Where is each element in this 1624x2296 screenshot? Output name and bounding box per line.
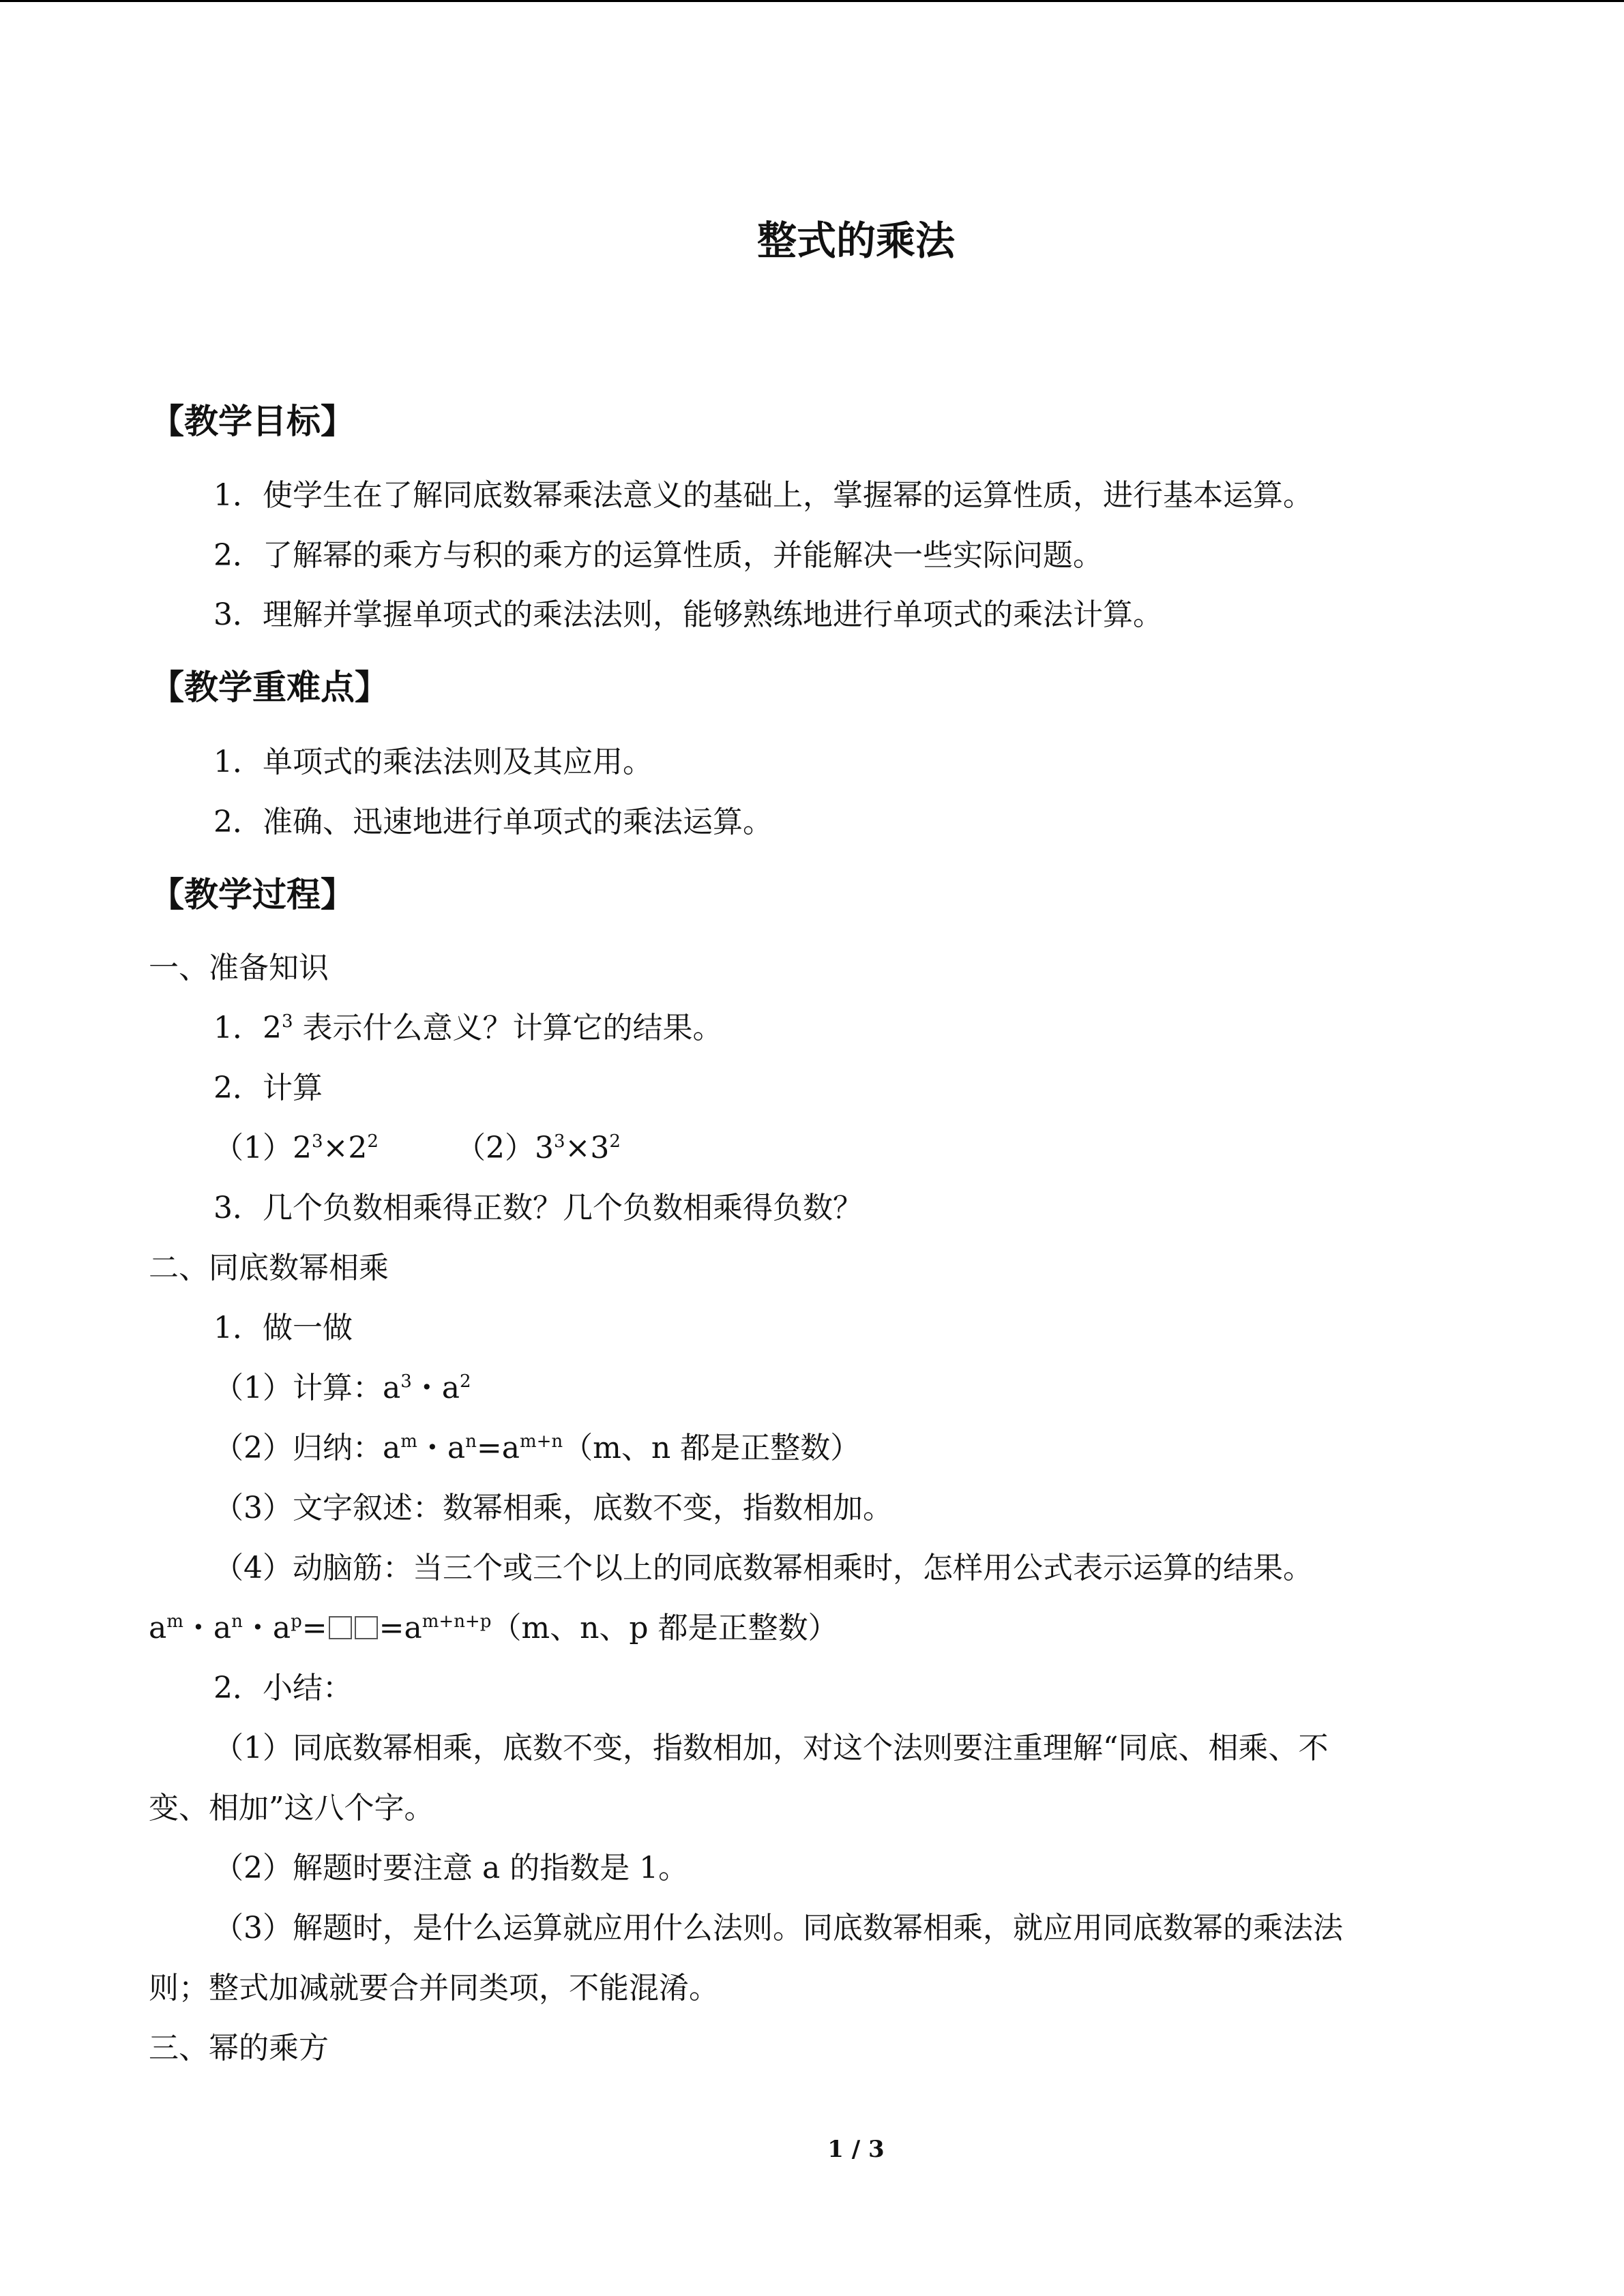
part1-q1: 1．$2^3$ 表示什么意义？计算它的结果。	[213, 1011, 723, 1045]
part2-s1-4: （4）动脑筋：当三个或三个以上的同底数幂相乘时，怎样用公式表示运算的结果。	[213, 1551, 1313, 1585]
part2-formula: $a^m$・$a^n$・$a^p= =a^{m+n+p}(m$、n、p 都是正整数）	[149, 1611, 838, 1645]
part1-calc-2: $(2)3^3\times 3^2$	[456, 1131, 621, 1165]
part1-calc-1: $(1)2^3\times 2^2$	[213, 1131, 379, 1165]
part1-q3: 3．几个负数相乘得正数？几个负数相乘得负数？	[213, 1191, 863, 1225]
blank-box	[355, 1616, 378, 1639]
objective-2: 2．了解幂的乘方与积的乘方的运算性质，并能解决一些实际问题。	[213, 538, 1103, 573]
part3-title: 三、幂的乘方	[149, 2031, 329, 2066]
objective-1: 1．使学生在了解同底数幂乘法意义的基础上，掌握幂的运算性质，进行基本运算。	[213, 478, 1313, 513]
objective-3: 3．理解并掌握单项式的乘法法则，能够熟练地进行单项式的乘法计算。	[213, 597, 1163, 632]
part2-title: 二、同底数幂相乘	[149, 1251, 389, 1285]
part2-s2-1-line2: 变、相加”这八个字。	[149, 1791, 434, 1825]
heading-key-points: 【教学重难点】	[150, 668, 389, 707]
part2-s1-3: （3）文字叙述：数幂相乘，底数不变，指数相加。	[213, 1491, 893, 1525]
document-title: 整式的乘法	[756, 218, 955, 264]
heading-process: 【教学过程】	[150, 875, 355, 914]
part2-s2-3-line2: 则；整式加减就要合并同类项，不能混淆。	[149, 1971, 719, 2006]
blank-box	[329, 1616, 352, 1639]
part1-title: 一、准备知识	[149, 951, 329, 985]
key-point-2: 2．准确、迅速地进行单项式的乘法运算。	[213, 805, 773, 839]
key-point-1: 1．单项式的乘法法则及其应用。	[213, 745, 653, 779]
part1-q2: 2．计算	[213, 1071, 323, 1105]
part2-s1-1: （1）计算：$a^3$・$a^2$	[213, 1371, 471, 1405]
part2-s1-2: （2）归纳：$a^m$・$a^n=a^{m+n}(m$、n 都是正整数）	[213, 1431, 861, 1465]
part2-s1: 1．做一做	[213, 1311, 353, 1345]
part2-s2-3-line1: （3）解题时，是什么运算就应用什么法则。同底数幂相乘，就应用同底数幂的乘法法	[213, 1911, 1343, 1945]
page-number: 1 / 3	[827, 2136, 885, 2163]
part2-s2: 2．小结：	[213, 1671, 353, 1705]
heading-objectives: 【教学目标】	[150, 402, 355, 441]
part2-s2-1-line1: （1）同底数幂相乘，底数不变，指数相加，对这个法则要注重理解“同底、相乘、不	[213, 1731, 1329, 1765]
part2-s2-2: （2）解题时要注意 a 的指数是 1。	[213, 1851, 689, 1885]
